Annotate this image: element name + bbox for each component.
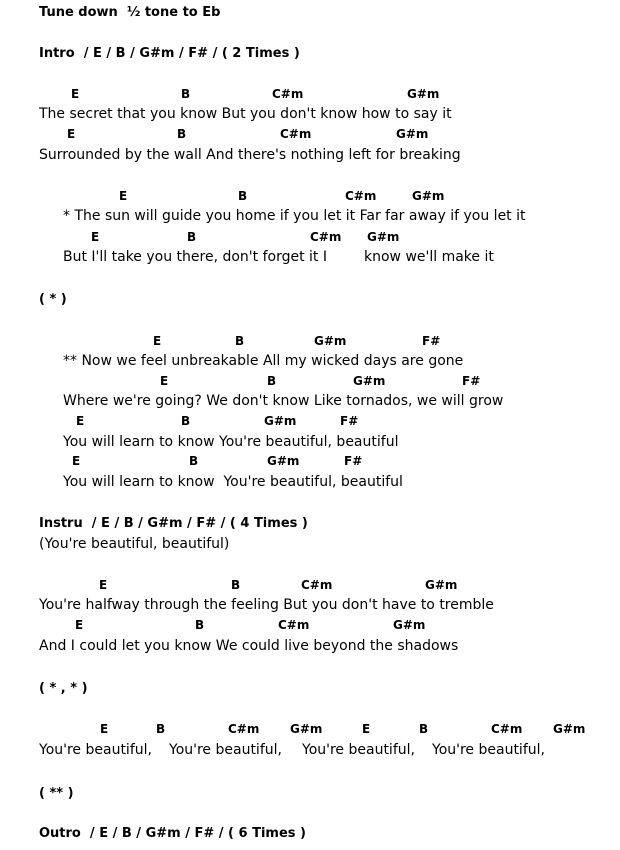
chord: C#m bbox=[228, 722, 260, 736]
chord: B bbox=[189, 454, 199, 468]
chord: G#m bbox=[367, 230, 400, 244]
chord: C#m bbox=[310, 230, 342, 244]
chord: G#m bbox=[393, 618, 426, 632]
lyric-line: You're halfway through the feeling But you don't have to tremble bbox=[39, 597, 494, 613]
lyric-line: But I'll take you there, don't forget it I bbox=[63, 249, 327, 265]
lyric-line: * The sun will guide you home if you let it Far far away if you let it bbox=[63, 208, 526, 224]
chord: E bbox=[160, 374, 169, 388]
tuning-note: Tune down ½ tone to Eb bbox=[39, 5, 221, 20]
chord: F# bbox=[340, 414, 359, 428]
chord: E bbox=[72, 454, 81, 468]
chord: E bbox=[99, 578, 108, 592]
chord: B bbox=[187, 230, 197, 244]
chord: E bbox=[153, 334, 162, 348]
chord: B bbox=[419, 722, 429, 736]
chord: G#m bbox=[264, 414, 297, 428]
chord: G#m bbox=[396, 127, 429, 141]
chord: G#m bbox=[314, 334, 347, 348]
chord: G#m bbox=[425, 578, 458, 592]
intro-line: Intro / E / B / G#m / F# / ( 2 Times ) bbox=[39, 46, 300, 61]
lyric-line: know we'll make it bbox=[364, 249, 494, 265]
chord: G#m bbox=[553, 722, 586, 736]
chord: C#m bbox=[278, 618, 310, 632]
chord: E bbox=[119, 189, 128, 203]
lyric-line: You will learn to know You're beautiful, beautiful bbox=[63, 434, 399, 450]
lyric-line: You're beautiful, bbox=[302, 742, 415, 758]
chord: G#m bbox=[407, 87, 440, 101]
chord: C#m bbox=[280, 127, 312, 141]
chord: E bbox=[362, 722, 371, 736]
lyric-line: You're beautiful, bbox=[432, 742, 545, 758]
chord: G#m bbox=[353, 374, 386, 388]
chord: F# bbox=[344, 454, 363, 468]
chord: B bbox=[231, 578, 241, 592]
instru-line: Instru / E / B / G#m / F# / ( 4 Times ) bbox=[39, 516, 308, 531]
lyric-line: Where we're going? We don't know Like tornados, we will grow bbox=[63, 393, 504, 409]
chord: B bbox=[181, 87, 191, 101]
chord: B bbox=[195, 618, 205, 632]
chord: B bbox=[177, 127, 187, 141]
chord: C#m bbox=[345, 189, 377, 203]
chord: B bbox=[235, 334, 245, 348]
chord: F# bbox=[462, 374, 481, 388]
chord: B bbox=[238, 189, 248, 203]
instru-note: (You're beautiful, beautiful) bbox=[39, 536, 230, 552]
chord: C#m bbox=[491, 722, 523, 736]
chord: B bbox=[156, 722, 166, 736]
chord: B bbox=[267, 374, 277, 388]
lyric-line: Surrounded by the wall And there's nothing left for breaking bbox=[39, 147, 461, 163]
chord: E bbox=[91, 230, 100, 244]
chord: E bbox=[67, 127, 76, 141]
lyric-line: You will learn to know You're beautiful, beautiful bbox=[63, 474, 403, 490]
chord: E bbox=[100, 722, 109, 736]
chord: F# bbox=[422, 334, 441, 348]
chord: G#m bbox=[290, 722, 323, 736]
chord: E bbox=[75, 618, 84, 632]
chord: E bbox=[71, 87, 80, 101]
lyric-line: You're beautiful, bbox=[169, 742, 282, 758]
chord: C#m bbox=[301, 578, 333, 592]
chord: C#m bbox=[272, 87, 304, 101]
chord: G#m bbox=[267, 454, 300, 468]
chord: E bbox=[76, 414, 85, 428]
repeat-marker: ( * , * ) bbox=[39, 681, 88, 696]
chord: B bbox=[181, 414, 191, 428]
lyric-line: You're beautiful, bbox=[39, 742, 152, 758]
lyric-line: The secret that you know But you don't know how to say it bbox=[39, 106, 452, 122]
repeat-marker: ( * ) bbox=[39, 292, 67, 307]
outro-line: Outro / E / B / G#m / F# / ( 6 Times ) bbox=[39, 826, 306, 841]
lyric-line: ** Now we feel unbreakable All my wicked days are gone bbox=[63, 353, 464, 369]
repeat-marker: ( ** ) bbox=[39, 786, 74, 801]
lyric-line: And I could let you know We could live beyond the shadows bbox=[39, 638, 459, 654]
chord: G#m bbox=[412, 189, 445, 203]
